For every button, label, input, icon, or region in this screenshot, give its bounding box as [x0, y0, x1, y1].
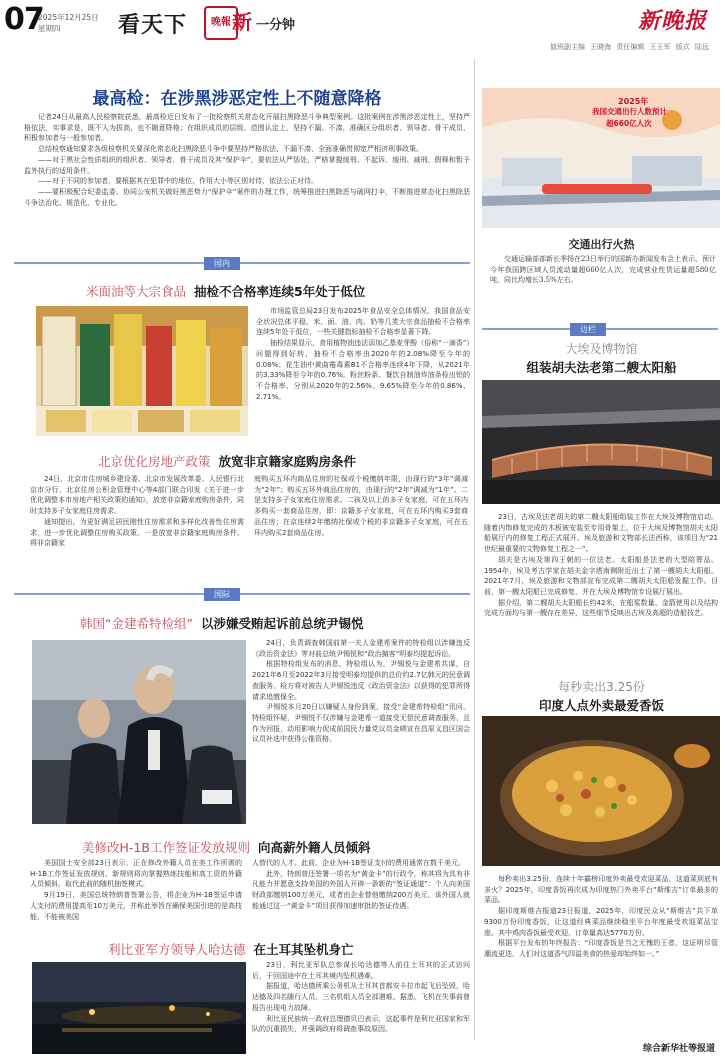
- story-housing-headline: 北京优化房地产政策 放宽非京籍家庭购房条件: [98, 454, 357, 469]
- travel-banner-year: 2025年: [618, 97, 649, 106]
- page-number: 07: [4, 2, 44, 37]
- issue-weekday: 星期四: [38, 24, 61, 33]
- column-divider: [474, 60, 475, 1040]
- story-h1b-col1: 美国国土安全部23日表示，正在修改外籍人员在美工作所需的H-1B工作签证发放规则，新规则将向掌握熟练技能和高工资的外籍人员倾斜，取代此前的随机抽签模式。 9月19日，美国总统特朗普签署公告，将企业为H-1B签证申请人支付的费用提高至10万美元，并称此举旨在确保美国引进的是高技能、不能被美国: [30, 859, 242, 921]
- seal-main-char: 新: [232, 10, 252, 34]
- travel-title: 交通出行火热: [568, 238, 635, 251]
- food-photo: [36, 306, 248, 436]
- biryani-photo: [482, 716, 720, 866]
- section-tag-domestic: 国内: [14, 256, 470, 270]
- biryani-body: 每秒卖出3.25份，连续十年霸榜印度外卖最受欢迎菜品，这道菜到底有多火？2025年，印度香饭再次成为印度热门外卖平台“斯维吉”订单最多的菜品。 据印度斯维吉报道23日报道，2025年，印度民众从“斯维吉”共下单9300万份印度香饭，让这道经典菜品继续稳坐平台年度最受欢迎菜品宝座。其中鸡肉香饭最受欢迎，订单量高达5770万份。 根据平台发布的年终报告：“印度香饭是当之无愧的王者，这证明尽管潮流更迭，人们对这道香气四溢美食的热爱却始终如一。”: [484, 875, 718, 958]
- story-korea-headline: 韩国“金建希特检组” 以涉嫌受贿起诉前总统尹锡悦: [80, 616, 364, 631]
- section-title: 看天下: [118, 13, 188, 38]
- column-subtitle: 一分钟: [256, 18, 296, 33]
- travel-body: 交通运输部部新长季扬在23日举行的国新办新闻发布会上表示，预计今年我国跨区域人员流动量超660亿人次，完成营业性货运量超580亿吨，同比均增长3.5%左右。: [490, 255, 716, 285]
- korea-photo: [32, 640, 246, 824]
- travel-banner-line2: 超660亿人次: [606, 119, 652, 128]
- issue-date: 2025年12月25日: [38, 13, 99, 22]
- story-korea-body: 24日，负责调查韩国前第一夫人金建希案件的特检组以涉嫌违反《政治资金法》等对前总统尹锡悦和“政治掮客”明泰均提起诉讼。 根据特检组发布的消息，特检组认为，尹锡悦与金建希共谋，自2021年6月至2022年3月接受明泰均提供的总价约2.7亿韩元的民意调查服务。检方将对被告人尹锡悦违反《政治资金法》以获得的犯罪所得请求追缴保全。 尹锡悦本月20日以嫌疑人身份到案，接受“金建希特检组”讯问。特检组怀疑，尹锡悦不仅涉嫌与金建希一道接受无偿民意调查服务，且作为回报，动用影响力促成前国民力量党议员金暎宣在昌原义昌区国会议员补选中获得公推资格。: [252, 639, 470, 744]
- museum-subtitle: 大埃及博物馆: [565, 342, 638, 356]
- editor-credits: 值班副主编 王晓海 责任编辑 王玉军 版式 陆远: [549, 43, 709, 51]
- story-h1b-col2: 人替代的人才。此前，企业为H-1B签证支付的费用通常在数千美元。 此外，特朗普还签署一项名为“黄金卡”的行政令，称其将为具有非凡能力并愿意支持美国的外国人开辟一条新的“签证通道”：个人向美国财政部缴纳100万美元，或者由企业替他缴纳200万美元，该外国人就能通过这一“黄金卡”项目获得加速审批的签证待遇。: [252, 859, 470, 910]
- section-tag-sidebar: 边栏: [482, 322, 718, 336]
- story-libya-body: 23日，利比亚军队总参谋长哈达德等人前往土耳其的正式访问后，于回国途中在土耳其境内坠机遇难。 据报道，哈达德所乘公务机从土耳其首都安卡拉市起飞后坠毁，哈达德及四名随行人员、三名机组人员全部遇难。据悉，飞机在失事前曾报告出现电力故障。 利比亚民族统一政府总理德贝巴表示，这起事件是利比亚国家和军队的沉重损失，并强调政府将调查事故原因。: [252, 961, 470, 1034]
- travel-banner-line1: 我国交通出行人数预计: [592, 107, 667, 116]
- story-housing-col1: 24日，北京市住房城乡建设委、北京市发展改革委、人民银行北京市分行、北京住房公积金管理中心等4部门联合印发《关于进一步优化调整本市房地产相关政策的通知》，放宽非京籍家庭购房条件，同时支持多子女家庭住房需求。 通知提出，为更好满足居民刚性住房需求和多样化改善性住房需求，进一步优化调整住房购买政策。一是放宽非京籍家庭购房条件。将非京籍家: [30, 475, 244, 548]
- story-food-headline: 米面油等大宗食品 抽检不合格率连续5年处于低位: [86, 284, 366, 299]
- biryani-subtitle: 每秒卖出3.25份: [558, 680, 645, 694]
- source-credit: 综合新华社等报道: [642, 1044, 715, 1054]
- museum-body: 23日，古埃及法老胡夫的第二艘太阳船组装工作在大埃及博物馆启动。随着内饰修复完成的木板被安装至专用骨架上，位于大埃及博物馆胡夫太阳船展厅内的修复工程正式展开。埃及旅游和文物部长法西称，该项目为“21世纪最重要的文物修复工程之一”。 胡夫是古埃及第四王朝的一位法老。太阳船是法老的大型陪葬品。1954年，埃及考古学家在胡夫金字塔南侧附近出土了第一艘胡夫太阳船。2021年7月，埃及旅游和文物部宣布完成第二艘胡夫太阳船发掘工作。目前，第一艘太阳船已完成修复，并在大埃及博物馆专设展厅展出。 据介绍，第二艘胡夫太阳船长约42米，在船桨数量、金箭使用以及结构完成方面均与第一艘存在差异，这些细节反映出古埃及高超的造船技艺。: [484, 513, 718, 618]
- section-tag-international: 国际: [14, 587, 470, 601]
- biryani-title: 印度人点外卖最爱香饭: [538, 698, 664, 713]
- story-h1b-headline: 美修改H-1B工作签证发放规则 向高薪外籍人员倾斜: [82, 840, 371, 855]
- museum-title: 组装胡夫法老第二艘太阳船: [526, 360, 677, 375]
- masthead: [0, 0, 725, 51]
- museum-photo: [482, 380, 720, 504]
- story-housing-col2: 庭购买五环内商品住房的社保或个税缴纳年限，由现行的“3年”调减为“2年”；购买五环外商品住房的，由现行的“2年”调减为“1年”。二是支持多子女家庭住房需求。二孩及以上的多子女家庭，可在五环内多购买一套商品住房，即：京籍多子女家庭，可在五环内购买3套商品住房；在京连续2年缴纳社保或个税的非京籍多子女家庭，可在五环内购买2套商品住房。: [254, 475, 468, 537]
- seal-logo: 晚 報: [204, 6, 238, 40]
- newspaper-logo: 新晚报: [637, 8, 707, 34]
- story-food-body: 市场监管总局23日发布2025年食品安全总体情况，我国食品安全状况总体平稳，米、面、油、肉、奶等几类大宗食品抽检不合格率连续5年处于低位，一些关键指标抽检不合格率显著下降。 抽检结果显示，食用植物油违法添加乙基麦芽酚（俗称“一滴香”）问题得到好转，抽检不合格率由2020年的2.08%降至今年的0.08%；花生油中黄曲霉毒素B1不合格率连续4年下降，从2021年的3.33%降至今年的0.76%。粉丝粉条、餐饮自制油炸油条检出铝的不合格率，分别从2020年的2.56%、9.65%降至今年的0.86%、2.71%。: [256, 307, 470, 401]
- travel-graphic: [482, 88, 720, 228]
- story-libya-headline: 利比亚军方领导人哈达德 在土耳其坠机身亡: [108, 942, 354, 957]
- lead-body: 记者24日从最高人民检察院获悉，最高检近日发布了一批检察机关常态化开展扫黑除恶斗争典型案例。这批案例在涉黑涉恶定性上，坚持严格依法，实事求是，既不人为拔高，也不随意降格；在组织成员的层级、范围认定上，坚持不漏、不凑，准确区分组织者、领导者、骨干成员、积极参加者与一般参加者。 总结检察通知要求各级检察机关要深化常态化扫黑除恶斗争中要坚持严格依法、不漏不凑、全面准确贯彻宽严相济刑事政策。 ——对于黑社会性质组织的组织者、领导者、骨干成员及其“保护伞”，要依法从严惩处，严格掌握缓刑、不起诉、缓刑、减刑、假释和暂予监外执行的适用条件。 ——对于不同的参加者，要根据其在犯罪中的地位、作用大小等区别对待，依法公正对待。 ——要积极配合纪委监委、协同公安机关做好黑恶势力“保护伞”案件的办理工作，统筹推进扫黑除恶与破网打伞，不断推进常态化扫黑除恶斗争法治化、规范化、专业化。: [24, 113, 470, 207]
- libya-photo: [32, 962, 246, 1054]
- lead-headline: 最高检：在涉黑涉恶定性上不随意降格: [92, 89, 382, 109]
